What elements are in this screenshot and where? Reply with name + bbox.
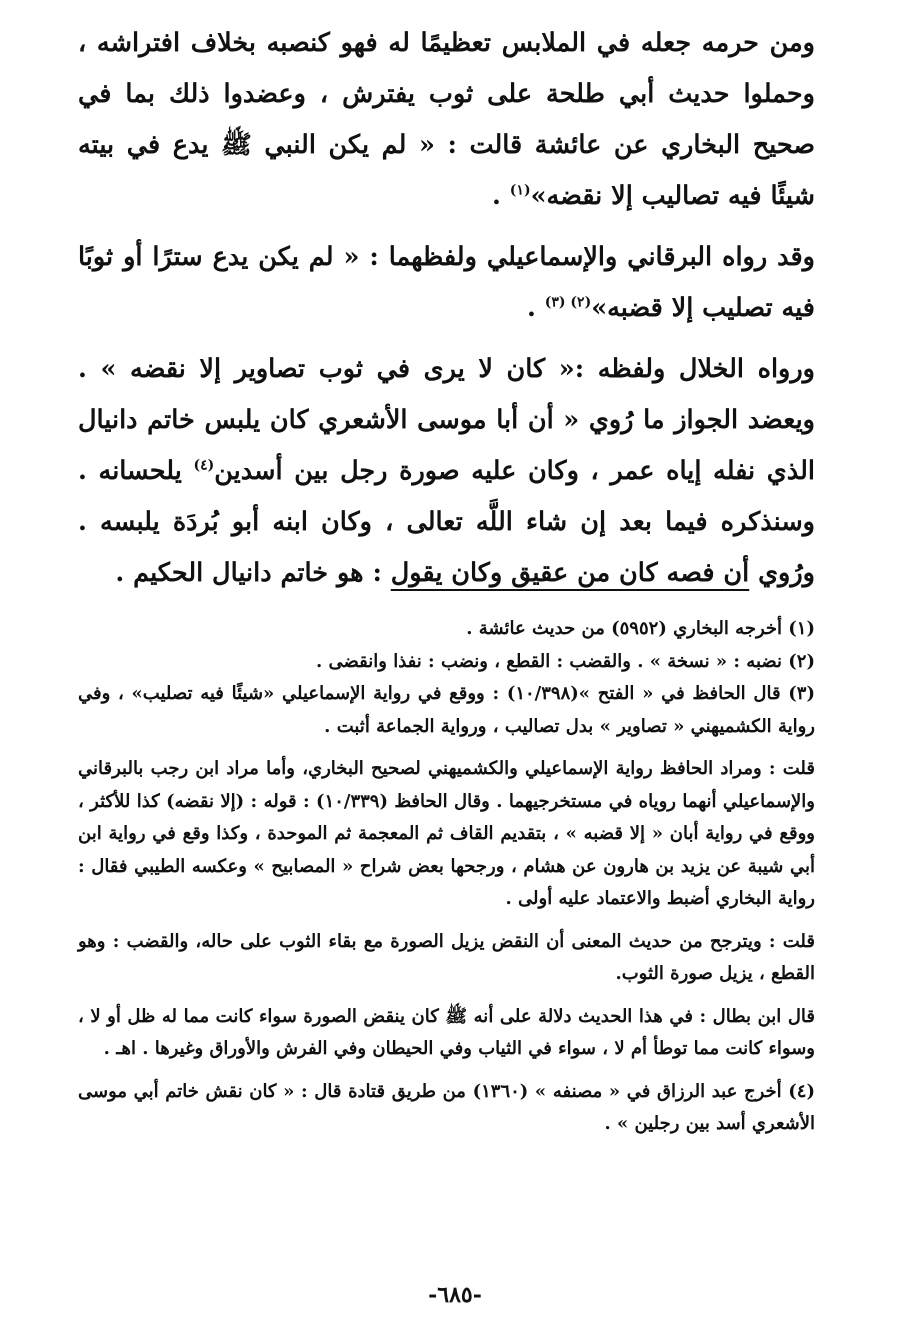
footnotes: [78, 613, 815, 1141]
paragraph-3-text-a: ورواه الخلال ولفظه :« كان لا يرى في ثوب تصاوير إلا نقضه » . ويعضد الجواز ما رُوي « أن أبا موسى الأشعري كان يلبس خاتم دانيال الذي نفله إياه عمر ، وكان عليه صورة رجل بين أسدين: [78, 354, 815, 486]
paragraph-3-text-c: : هو خاتم دانيال الحكيم .: [115, 558, 391, 588]
paragraph-1-end: .: [492, 181, 510, 211]
footnote-ref-4: (٤): [193, 457, 215, 474]
footnote-3-comment-1: قلت : ومراد الحافظ رواية الإسماعيلي والكشميهني لصحيح البخاري، وأما مراد ابن رجب بالبرقاني والإسماعيلي أنهما روياه في مستخرجيهما . وقال الحافظ (١٠/٣٣٩) : قوله : (إلا نقضه) كذا للأكثر ، ووقع في رواية أبان « إلا قضبه » ، بتقديم القاف ثم المعجمة ثم الموحدة ، وكذا وقع في رواية ابن أبي شيبة عن يزيد بن هارون عن هشام ، ورجحها بعض شراح « المصابيح » وعكسه الطيبي فقال : رواية البخاري أضبط والاعتماد عليه أولى .: [78, 758, 815, 909]
paragraph-2-end: .: [526, 293, 545, 323]
paragraph-1-text: ومن حرمه جعله في الملابس تعظيمًا له فهو كنصبه بخلاف افتراشه ، وحملوا حديث أبي طلحة على ثوب يفترش ، وعضدوا ذلك بما في صحيح البخاري عن عائشة قالت : « لم يكن النبي ﷺ يدع في بيته شيئًا فيه تصاليب إلا نقضه»: [78, 28, 815, 211]
footnote-3-comment-3: قال ابن بطال : في هذا الحديث دلالة على أنه ﷺ كان ينقض الصورة سواء كانت مما له ظل أو لا ، وسواء كانت مما توطأ أم لا ، سواء في الثياب وفي الحيطان وفي الفرش والأوراق وغيرها . اهـ .: [78, 1005, 815, 1059]
footnote-3: (٣) قال الحافظ في « الفتح »(١٠/٣٩٨) : ووقع في رواية الإسماعيلي «شيئًا فيه تصليب» ، وفي رواية الكشميهني « تصاوير » بدل تصاليب ، ورواية الجماعة أثبت .: [78, 683, 815, 737]
footnote-1: (١) أخرجه البخاري (٥٩٥٢) من حديث عائشة .: [466, 618, 815, 639]
footnote-2: (٢) نضبه : « نسخة » . والقضب : القطع ، ونضب : نفذا وانقضى .: [315, 650, 815, 672]
page-number: -٦٨٥-: [428, 1282, 482, 1308]
paragraph-2-text: وقد رواه البرقاني والإسماعيلي ولفظهما : « لم يكن يدع سترًا أو ثوبًا فيه تصليب إلا قضبه»: [78, 242, 815, 323]
underlined-phrase: أن فصه كان من عقيق وكان يقول: [390, 558, 750, 588]
paragraph-3-text-b: يلحسانه . وسنذكره فيما بعد إن شاء اللَّه تعالى ، وكان ابنه أبو بُردَة يلبسه . ورُوي: [78, 456, 815, 588]
footnote-3-comment-2: قلت : ويترجح من حديث المعنى أن النقض يزيل الصورة مع بقاء الثوب على حاله، والقضب : وهو القطع ، يزيل صورة الثوب.: [78, 930, 815, 984]
footnote-4: (٤) أخرج عبد الرزاق في « مصنفه » (١٣٦٠) من طريق قتادة قال : « كان نقش خاتم أبي موسى الأشعري أسد بين رجلين » .: [78, 1080, 815, 1134]
paragraph-1: [78, 18, 815, 222]
paragraph-3: [78, 344, 815, 599]
footnote-ref-1: (١): [509, 182, 531, 199]
footnote-ref-2-3: (٢) (٣): [544, 294, 592, 311]
paragraph-2: [78, 232, 815, 334]
main-text: [78, 18, 815, 599]
